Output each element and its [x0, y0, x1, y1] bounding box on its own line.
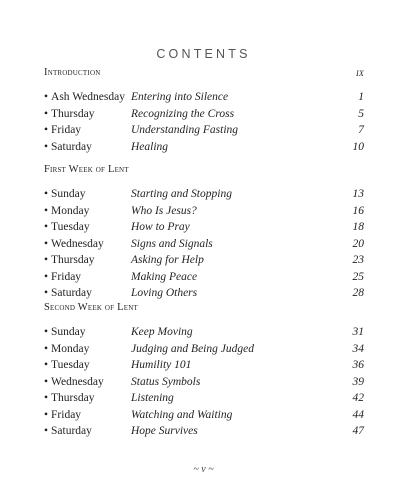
entry-page-number: 47 [352, 425, 364, 437]
page-heading: CONTENTS [156, 47, 251, 61]
entry-page-number: 13 [352, 188, 364, 200]
entry-title: Making Peace [131, 270, 198, 283]
bullet-icon: • [44, 359, 49, 371]
toc-entry [44, 122, 364, 139]
entry-page-number: 10 [352, 140, 364, 153]
toc-entry [44, 324, 364, 341]
bullet-icon: • [44, 408, 49, 421]
entry-day [44, 186, 86, 202]
bullet-icon: • [44, 375, 49, 388]
entry-page-number: 36 [352, 359, 364, 371]
entry-day-label: Thursday [51, 392, 95, 404]
bullet-icon: • [44, 107, 49, 120]
entry-day [44, 106, 94, 122]
entry-day [44, 122, 81, 138]
entry-page-number: 20 [352, 237, 364, 250]
entry-day [44, 236, 104, 252]
entry-page-number: 7 [358, 124, 364, 136]
entry-day [44, 252, 94, 268]
entry-title: Entering into Silence [131, 91, 229, 103]
entry-day-label: Monday [51, 204, 90, 217]
entry-day [44, 89, 125, 105]
toc-section-second-week [44, 302, 364, 440]
entry-day [44, 423, 92, 439]
entry-day [44, 374, 104, 390]
entry-title: Recognizing the Cross [131, 107, 235, 120]
toc-entry [44, 186, 364, 203]
entry-title: Humility 101 [131, 359, 192, 371]
entry-title: Signs and Signals [131, 237, 213, 250]
entry-title: Judging and Being Judged [131, 342, 254, 355]
toc-entry [44, 203, 364, 220]
section-title: Introduction [44, 67, 101, 78]
entry-page-number: 18 [352, 221, 364, 233]
entry-page-number: 34 [352, 342, 364, 355]
bullet-icon: • [44, 342, 49, 355]
bullet-icon: • [44, 140, 49, 153]
entry-list [44, 324, 364, 440]
entry-page-number: 1 [358, 91, 364, 103]
toc-entry [44, 357, 364, 374]
entry-page-number: 39 [352, 375, 364, 388]
entry-day-label: Friday [51, 270, 82, 283]
entry-day [44, 324, 86, 340]
entry-day-label: Thursday [51, 254, 95, 266]
entry-page-number: 42 [352, 392, 364, 404]
entry-day-label: Tuesday [51, 359, 90, 371]
toc-entry [44, 285, 364, 302]
bullet-icon: • [44, 188, 49, 200]
entry-title: Understanding Fasting [131, 124, 239, 136]
entry-page-number: 44 [352, 408, 364, 421]
entry-day-label: Friday [51, 124, 82, 136]
page-folio: ~ v ~ [193, 464, 214, 475]
bullet-icon: • [44, 392, 49, 404]
bullet-icon: • [44, 221, 49, 233]
entry-title: Who Is Jesus? [131, 204, 197, 217]
entry-day-label: Sunday [51, 188, 86, 200]
entry-day-label: Wednesday [51, 237, 104, 250]
entry-day-label: Monday [51, 342, 90, 355]
section-title: First Week of Lent [44, 164, 129, 175]
bullet-icon: • [44, 287, 49, 299]
entry-day-label: Sunday [51, 326, 86, 338]
section-title: Second Week of Lent [44, 302, 138, 313]
entry-page-number: 5 [358, 107, 364, 120]
entry-day [44, 357, 90, 373]
toc-entry [44, 407, 364, 424]
toc-entry [44, 236, 364, 253]
section-heading [44, 67, 364, 83]
section-heading [44, 302, 364, 318]
toc-entry [44, 374, 364, 391]
entry-day-label: Saturday [51, 425, 92, 437]
entry-day-label: Tuesday [51, 221, 90, 233]
bullet-icon: • [44, 237, 49, 250]
entry-day-label: Wednesday [51, 375, 104, 388]
entry-list [44, 186, 364, 302]
entry-day [44, 407, 81, 423]
entry-day [44, 269, 81, 285]
entry-title: Listening [131, 392, 174, 404]
bullet-icon: • [44, 124, 49, 136]
entry-title: Keep Moving [131, 326, 193, 338]
entry-day [44, 285, 92, 301]
entry-list [44, 89, 364, 155]
entry-day [44, 390, 94, 406]
bullet-icon: • [44, 270, 49, 283]
entry-day-label: Saturday [51, 140, 92, 153]
bullet-icon: • [44, 204, 49, 217]
entry-title: Healing [131, 140, 169, 153]
entry-page-number: 28 [352, 287, 364, 299]
toc-entry [44, 106, 364, 123]
entry-title: Status Symbols [131, 375, 201, 388]
entry-day [44, 203, 89, 219]
entry-page-number: 16 [352, 204, 364, 217]
entry-day [44, 341, 89, 357]
entry-day [44, 139, 92, 155]
entry-title: Starting and Stopping [131, 188, 232, 200]
toc-entry [44, 269, 364, 286]
entry-title: Watching and Waiting [131, 408, 233, 421]
bullet-icon: • [44, 91, 49, 103]
entry-page-number: 25 [352, 270, 364, 283]
entry-title: How to Pray [131, 221, 190, 233]
entry-day-label: Thursday [51, 107, 95, 120]
toc-section-introduction [44, 67, 364, 155]
toc-entry [44, 252, 364, 269]
entry-title: Hope Survives [131, 425, 198, 437]
toc-entry [44, 341, 364, 358]
bullet-icon: • [44, 326, 49, 338]
toc-entry [44, 139, 364, 156]
entry-day-label: Saturday [51, 287, 92, 299]
entry-page-number: 31 [352, 326, 364, 338]
bullet-icon: • [44, 254, 49, 266]
entry-day-label: Ash Wednesday [51, 91, 125, 103]
section-heading [44, 164, 364, 180]
toc-entry [44, 390, 364, 407]
entry-title: Loving Others [131, 287, 198, 299]
toc-section-first-week [44, 164, 364, 302]
toc-entry [44, 423, 364, 440]
entry-page-number: 23 [352, 254, 364, 266]
entry-title: Asking for Help [131, 254, 204, 266]
section-page-number: ix [356, 67, 364, 79]
toc-entry [44, 89, 364, 106]
bullet-icon: • [44, 425, 49, 437]
toc-entry [44, 219, 364, 236]
entry-day [44, 219, 90, 235]
entry-day-label: Friday [51, 408, 82, 421]
